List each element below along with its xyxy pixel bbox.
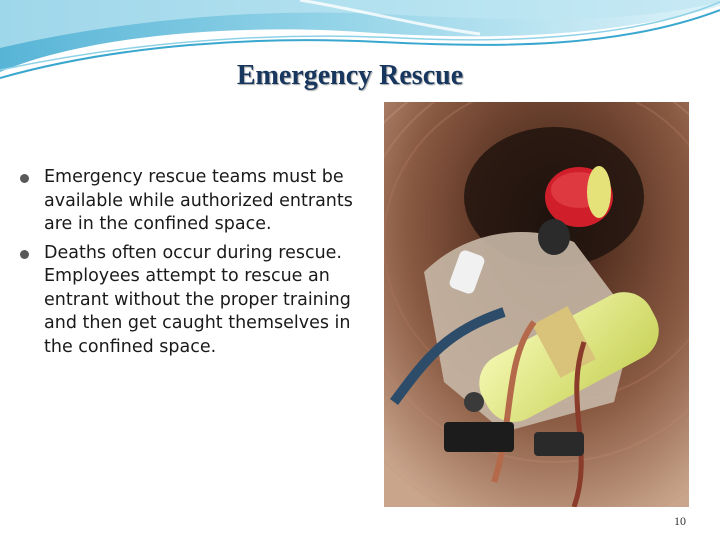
bullet-icon bbox=[20, 174, 29, 183]
bullet-item bbox=[20, 166, 380, 237]
page-number: 10 bbox=[674, 514, 686, 528]
bullet-text: Emergency rescue teams must be available while authorized entrants are in the confined space. bbox=[44, 167, 353, 234]
bullet-list bbox=[20, 166, 380, 364]
slide-title: Emergency Rescue bbox=[236, 60, 464, 91]
bullet-text: Deaths often occur during rescue. Employees attempt to rescue an entrant without the proper training and then get caught themselves in the confined space. bbox=[44, 242, 351, 357]
rescue-photo bbox=[384, 102, 689, 507]
bullet-item bbox=[20, 242, 380, 360]
bullet-icon bbox=[20, 250, 29, 259]
